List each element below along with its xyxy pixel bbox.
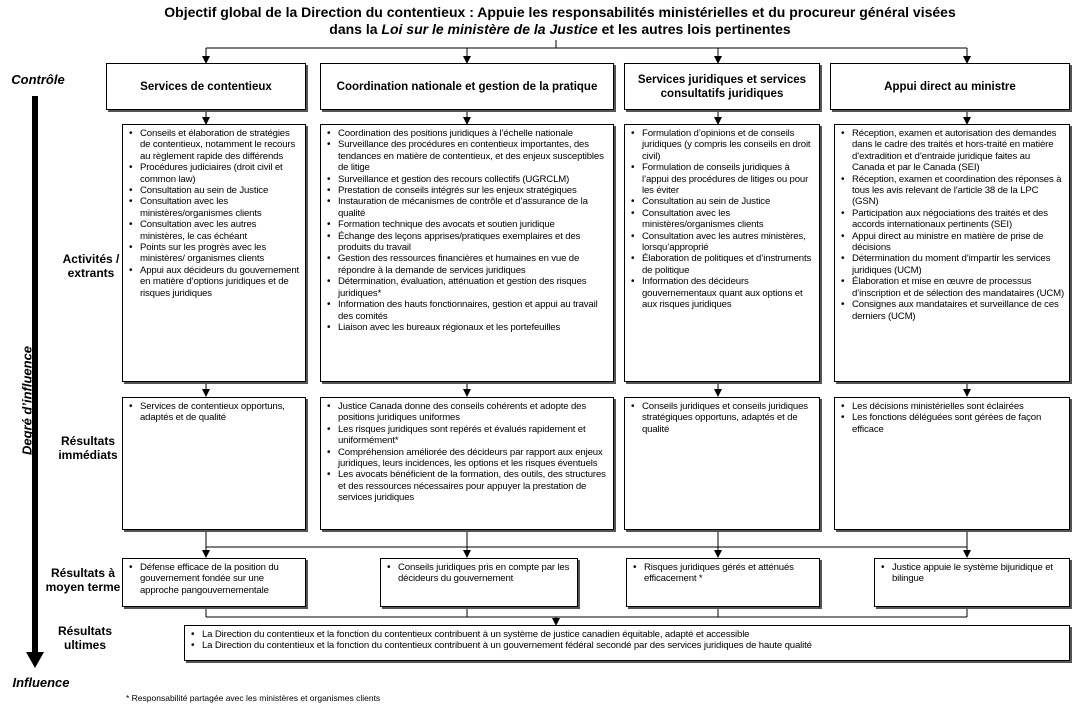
column-header-national-coordination: Coordination nationale et gestion de la pratique (320, 63, 614, 110)
immediate-box-litigation (122, 397, 306, 530)
footnote: * Responsabilité partagée avec les ministères et organismes clients (126, 693, 381, 703)
bullet-item: • Consultation avec les autres ministères, le cas échéant (140, 219, 301, 242)
row-label-immediate: Résultats immédiats (58, 434, 118, 462)
bullet-item: • Détermination, évaluation, atténuation et gestion des risques juridiques* (338, 276, 609, 299)
bullet-item: • Les décisions ministérielles sont éclairées (852, 401, 1065, 412)
immediate-list (325, 401, 609, 504)
bullet-item: • Risques juridiques gérés et atténués efficacement * (644, 562, 815, 585)
bullet-item: • Conseils et élaboration de stratégies de contentieux, notamment le recours au règlement rapide des différends (140, 128, 301, 162)
bullet-item: • Formulation d’opinions et de conseils juridiques (y compris les conseils en droit civil) (642, 128, 815, 162)
immediate-box-coordination (320, 397, 614, 530)
row-label-activities: Activités / extrants (62, 252, 120, 280)
ultimate-list (189, 629, 1065, 652)
activities-list (325, 128, 609, 333)
activities-box-advisory (624, 124, 820, 382)
bullet-item: • Élaboration et mise en œuvre de processus d’inscription et de sélection des mandataires (UCM) (852, 276, 1065, 299)
axis-label-influence: Influence (12, 675, 70, 690)
bullet-item: • Réception, examen et coordination des réponses à tous les avis relevant de l’article 38 de la LPC (GSN) (852, 174, 1065, 208)
bullet-item: • Les fonctions déléguées sont gérées de façon efficace (852, 412, 1065, 435)
column-header-legal-advisory-services: Services juridiques et services consultatifs juridiques (624, 63, 820, 110)
medium-list (879, 562, 1065, 585)
bullet-item: • La Direction du contentieux et la fonction du contentieux contribuent à un gouvernement fédéral secondé par des services juridiques de haute qualité (202, 640, 1065, 651)
activities-list (839, 128, 1065, 322)
immediate-list (629, 401, 815, 435)
activities-box-coordination (320, 124, 614, 382)
bullet-item: • Compréhension améliorée des décideurs par rapport aux enjeux juridiques, leurs incidences, les options et les risques éventuels (338, 447, 609, 470)
column-header-litigation-services: Services de contentieux (106, 63, 306, 110)
bullet-item: • Conseils juridiques et conseils juridiques stratégiques opportuns, adaptés et de qualité (642, 401, 815, 435)
bullet-item: • Consultation au sein de Justice (642, 196, 815, 207)
bullet-item: • Points sur les progrès avec les ministères/ organismes clients (140, 242, 301, 265)
bullet-item: • Instauration de mécanismes de contrôle et d’assurance de la qualité (338, 196, 609, 219)
ultimate-outcomes-box (184, 625, 1070, 661)
bullet-item: • Appui aux décideurs du gouvernement en matière d’options juridiques et de risques juridiques (140, 265, 301, 299)
bullet-item: • Formulation de conseils juridiques à l’appui des procédures de litiges ou pour les éviter (642, 162, 815, 196)
bullet-item: • Prestation de conseils intégrés sur les enjeux stratégiques (338, 185, 609, 196)
title-line-2-pre: dans la (329, 21, 382, 37)
bullet-item: • Formation technique des avocats et soutien juridique (338, 219, 609, 230)
bullet-item: • Les avocats bénéficient de la formation, des outils, des structures et des ressources nécessaires pour appuyer la prestation de services juridiques (338, 469, 609, 503)
bullet-item: • Liaison avec les bureaux régionaux et les portefeuilles (338, 322, 609, 333)
activities-list (127, 128, 301, 299)
axis-label-control: Contrôle (11, 72, 65, 87)
bullet-item: • Détermination du moment d’impartir les services juridiques (UCM) (852, 253, 1065, 276)
row-label-ultimate: Résultats ultimes (57, 624, 113, 652)
immediate-box-advisory (624, 397, 820, 530)
activities-list (629, 128, 815, 311)
bullet-item: • Surveillance et gestion des recours collectifs (UGRCLM) (338, 174, 609, 185)
bullet-item: • Les risques juridiques sont repérés et évalués rapidement et uniformément* (338, 424, 609, 447)
bullet-item: • Consultation avec les ministères/organismes clients (642, 208, 815, 231)
medium-list (385, 562, 573, 585)
medium-box-minister (874, 558, 1070, 607)
immediate-box-minister (834, 397, 1070, 530)
medium-list (631, 562, 815, 585)
bullet-item: • Consignes aux mandataires et surveillance de ces derniers (UCM) (852, 299, 1065, 322)
bullet-item: • Information des hauts fonctionnaires, gestion et appui au travail des comités (338, 299, 609, 322)
activities-box-minister (834, 124, 1070, 382)
bullet-item: • Information des décideurs gouvernementaux quant aux options et aux risques juridiques (642, 276, 815, 310)
bullet-item: • La Direction du contentieux et la fonction du contentieux contribuent à un système de justice canadien équitable, adapté et accessible (202, 629, 1065, 640)
axis-label-degree-of-influence: Degré d’influence (19, 345, 35, 456)
activities-box-litigation (122, 124, 306, 382)
bullet-item: • Consultation avec les ministères/organismes clients (140, 196, 301, 219)
bullet-item: • Consultation au sein de Justice (140, 185, 301, 196)
medium-box-coordination (380, 558, 578, 607)
column-header-minister-support: Appui direct au ministre (830, 63, 1070, 110)
title-line-2-post: et les autres lois pertinentes (597, 21, 791, 37)
bullet-item: • Services de contentieux opportuns, adaptés et de qualité (140, 401, 301, 424)
bullet-item: • Justice Canada donne des conseils cohérents et adopte des positions juridiques uniformes (338, 401, 609, 424)
bullet-item: • Gestion des ressources financières et humaines en vue de répondre à la demande de services juridiques (338, 253, 609, 276)
bullet-item: • Appui direct au ministre en matière de prise de décisions (852, 231, 1065, 254)
bullet-item: • Consultation avec les autres ministères, lorsqu’approprié (642, 231, 815, 254)
bullet-item: • Défense efficace de la position du gouvernement fondée sur une approche pangouvernementale (140, 562, 301, 596)
title-line-1: Objectif global de la Direction du contentieux : Appuie les responsabilités ministérielles et du procureur général visées (164, 4, 956, 20)
immediate-list (127, 401, 301, 424)
bullet-item: • Surveillance des procédures en contentieux importantes, des tendances en matière de contentieux, et des enjeux susceptibles de litige (338, 139, 609, 173)
immediate-list (839, 401, 1065, 435)
bullet-item: • Procédures judiciaires (droit civil et common law) (140, 162, 301, 185)
medium-box-advisory (626, 558, 820, 607)
bullet-item: • Coordination des positions juridiques à l’échelle nationale (338, 128, 609, 139)
bullet-item: • Élaboration de politiques et d’instruments de politique (642, 253, 815, 276)
row-label-medium: Résultats à moyen terme (45, 566, 121, 594)
title-line-2-act-name: Loi sur le ministère de la Justice (381, 21, 598, 37)
bullet-item: • Conseils juridiques pris en compte par les décideurs du gouvernement (398, 562, 573, 585)
bullet-item: • Participation aux négociations des traités et des accords internationaux pertinents (SEI) (852, 208, 1065, 231)
medium-list (127, 562, 301, 596)
bullet-item: • Réception, examen et autorisation des demandes dans le cadre des traités et hors-traité en matière d’extradition et d’entraide juridique faites au Canada et par le Canada (SEI) (852, 128, 1065, 174)
medium-box-litigation (122, 558, 306, 607)
bullet-item: • Justice appuie le système bijuridique et bilingue (892, 562, 1065, 585)
bullet-item: • Échange des leçons apprises/pratiques exemplaires et des produits du travail (338, 231, 609, 254)
